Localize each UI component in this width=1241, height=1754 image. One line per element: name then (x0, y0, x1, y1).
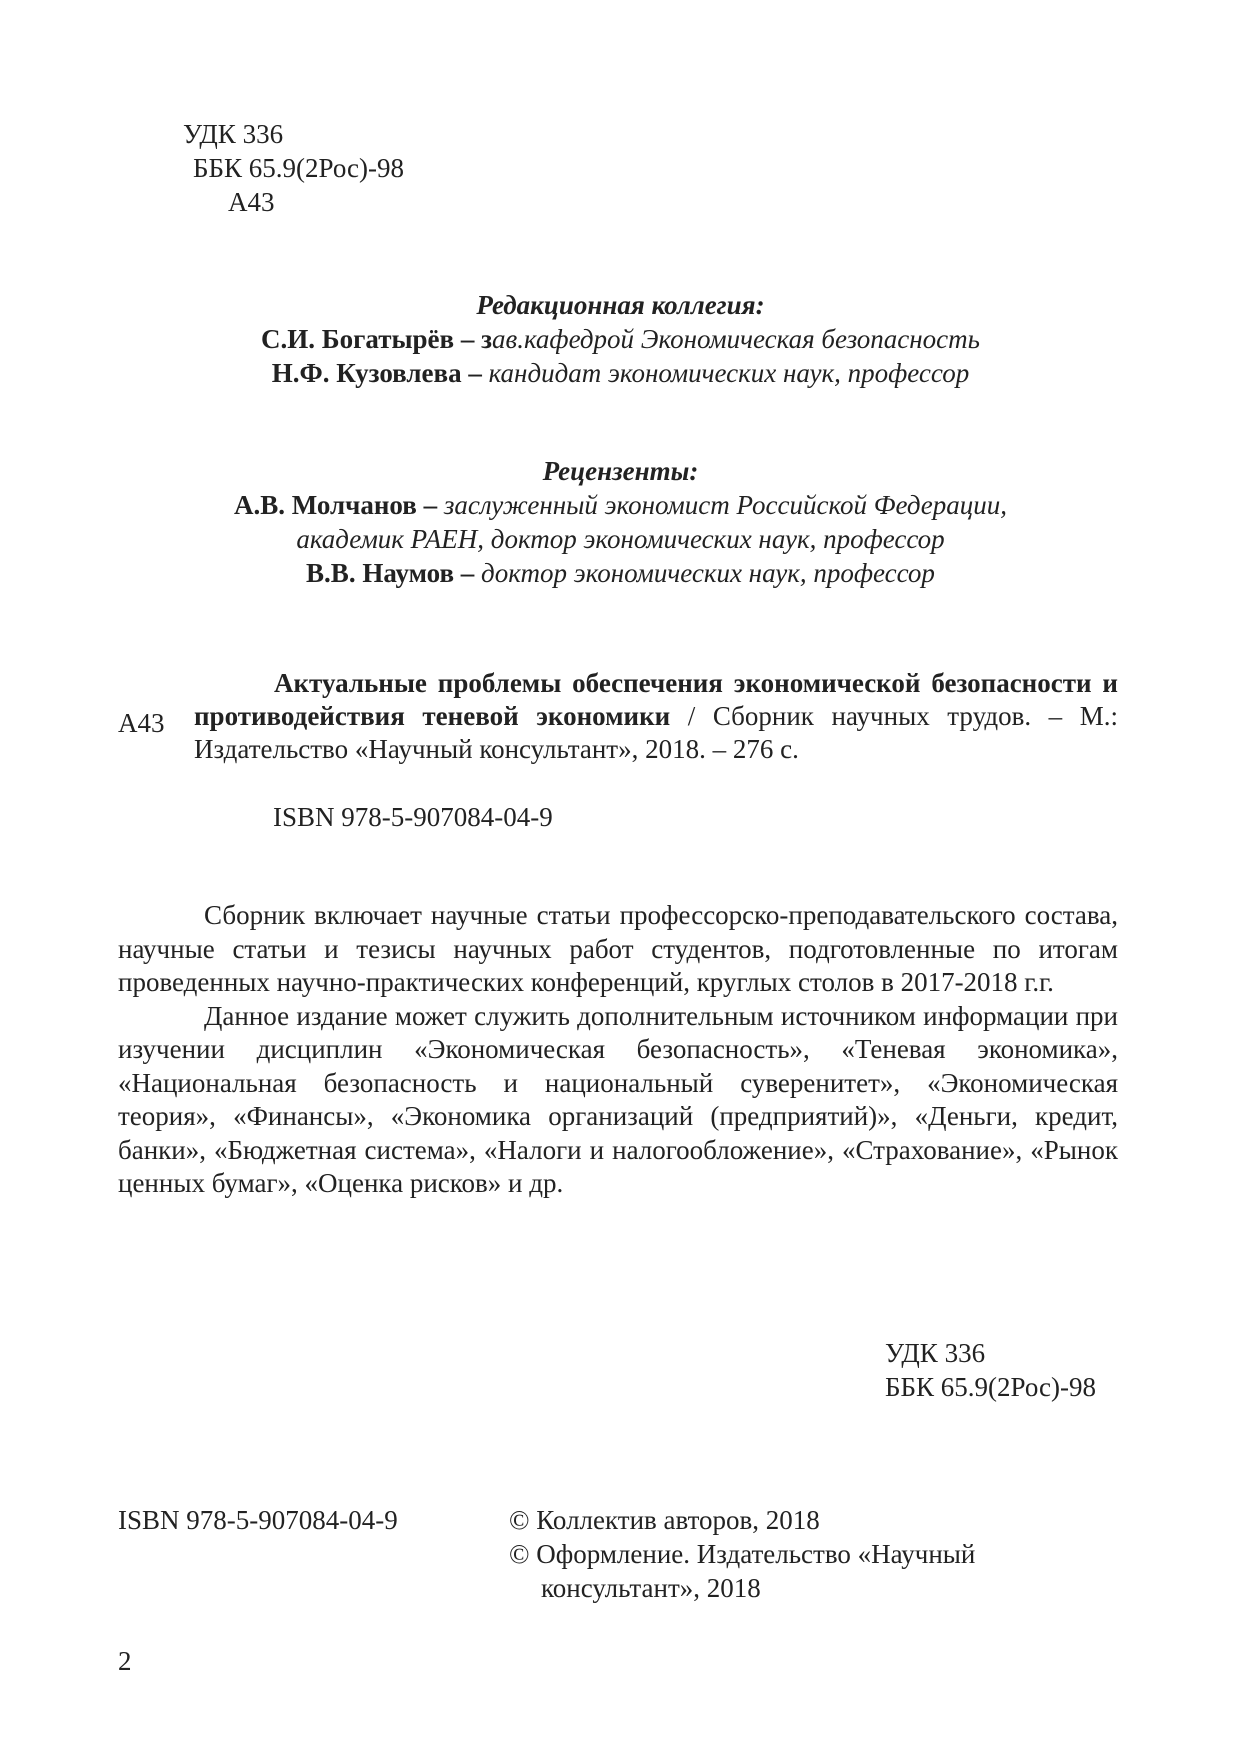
annotation-paragraph: Данное издание может служить дополнительным источником информации при изучении дисциплин «Экономическая безопасность», «Теневая экономика», «Национальная безопасность и национальный суверенитет», «Экономическая теория», «Финансы», «Экономика организаций (предприятий)», «Деньги, кредит, банки», «Бюджетная система», «Налоги и налогообложение», «Страхование», «Рынок ценных бумаг», «Оценка рисков» и др. (118, 1000, 1118, 1198)
isbn-footer: ISBN 978-5-907084-04-9 (118, 1505, 398, 1535)
reviewer (0, 489, 1241, 522)
reviewer-desc: доктор экономических наук, профессор (481, 558, 935, 588)
bbk-code-top: ББК 65.9(2Рос)-98 (193, 153, 404, 183)
member-name: Н.Ф. Кузовлева – (271, 358, 489, 388)
reviewer-desc-continued: академик РАЕН, доктор экономических наук, профессор (296, 524, 945, 554)
copyright-design-continued: консультант», 2018 (541, 1573, 761, 1603)
reviewer-name: А.В. Молчанов – (233, 490, 444, 520)
reviewers-heading: Рецензенты: (542, 456, 699, 486)
page-number: 2 (118, 1646, 132, 1676)
author-mark-top: А43 (228, 187, 275, 217)
editorial-member (0, 357, 1241, 390)
bbk-code-bottom: ББК 65.9(2Рос)-98 (885, 1372, 1096, 1402)
editorial-member (0, 323, 1241, 356)
annotation (118, 899, 1118, 1201)
copyright-authors: © Коллектив авторов, 2018 (509, 1505, 820, 1535)
author-mark-biblio: А43 (118, 708, 165, 738)
book-imprint: / Сборник научных трудов. – М.: Издательство «Научный консультант», 2018. – 276 с. (194, 701, 1118, 764)
reviewer-name: В.В. Наумов – (306, 558, 482, 588)
editorial-board-heading: Редакционная коллегия: (476, 290, 765, 320)
udk-code-top: УДК 336 (183, 119, 284, 149)
member-desc: кандидат экономических наук, профессор (488, 358, 970, 388)
book-title: Актуальные проблемы обеспечения экономической безопасности и противодействия теневой экономики (194, 668, 1118, 731)
bibliographic-description (194, 667, 1118, 766)
isbn-biblio: ISBN 978-5-907084-04-9 (273, 802, 553, 832)
member-name: С.И. Богатырёв – з (261, 324, 492, 354)
reviewer (0, 557, 1241, 590)
member-desc: ав.кафедрой Экономическая безопасность (491, 324, 980, 354)
reviewer-desc: заслуженный экономист Российской Федерации, (443, 490, 1008, 520)
copyright-design: © Оформление. Издательство «Научный (509, 1539, 976, 1569)
annotation-paragraph: Сборник включает научные статьи профессорско-преподавательского состава, научные статьи и тезисы научных работ студентов, подготовленные по итогам проведенных научно-практических конференций, круглых столов в 2017-2018 г.г. (118, 900, 1118, 997)
udk-code-bottom: УДК 336 (885, 1338, 986, 1368)
